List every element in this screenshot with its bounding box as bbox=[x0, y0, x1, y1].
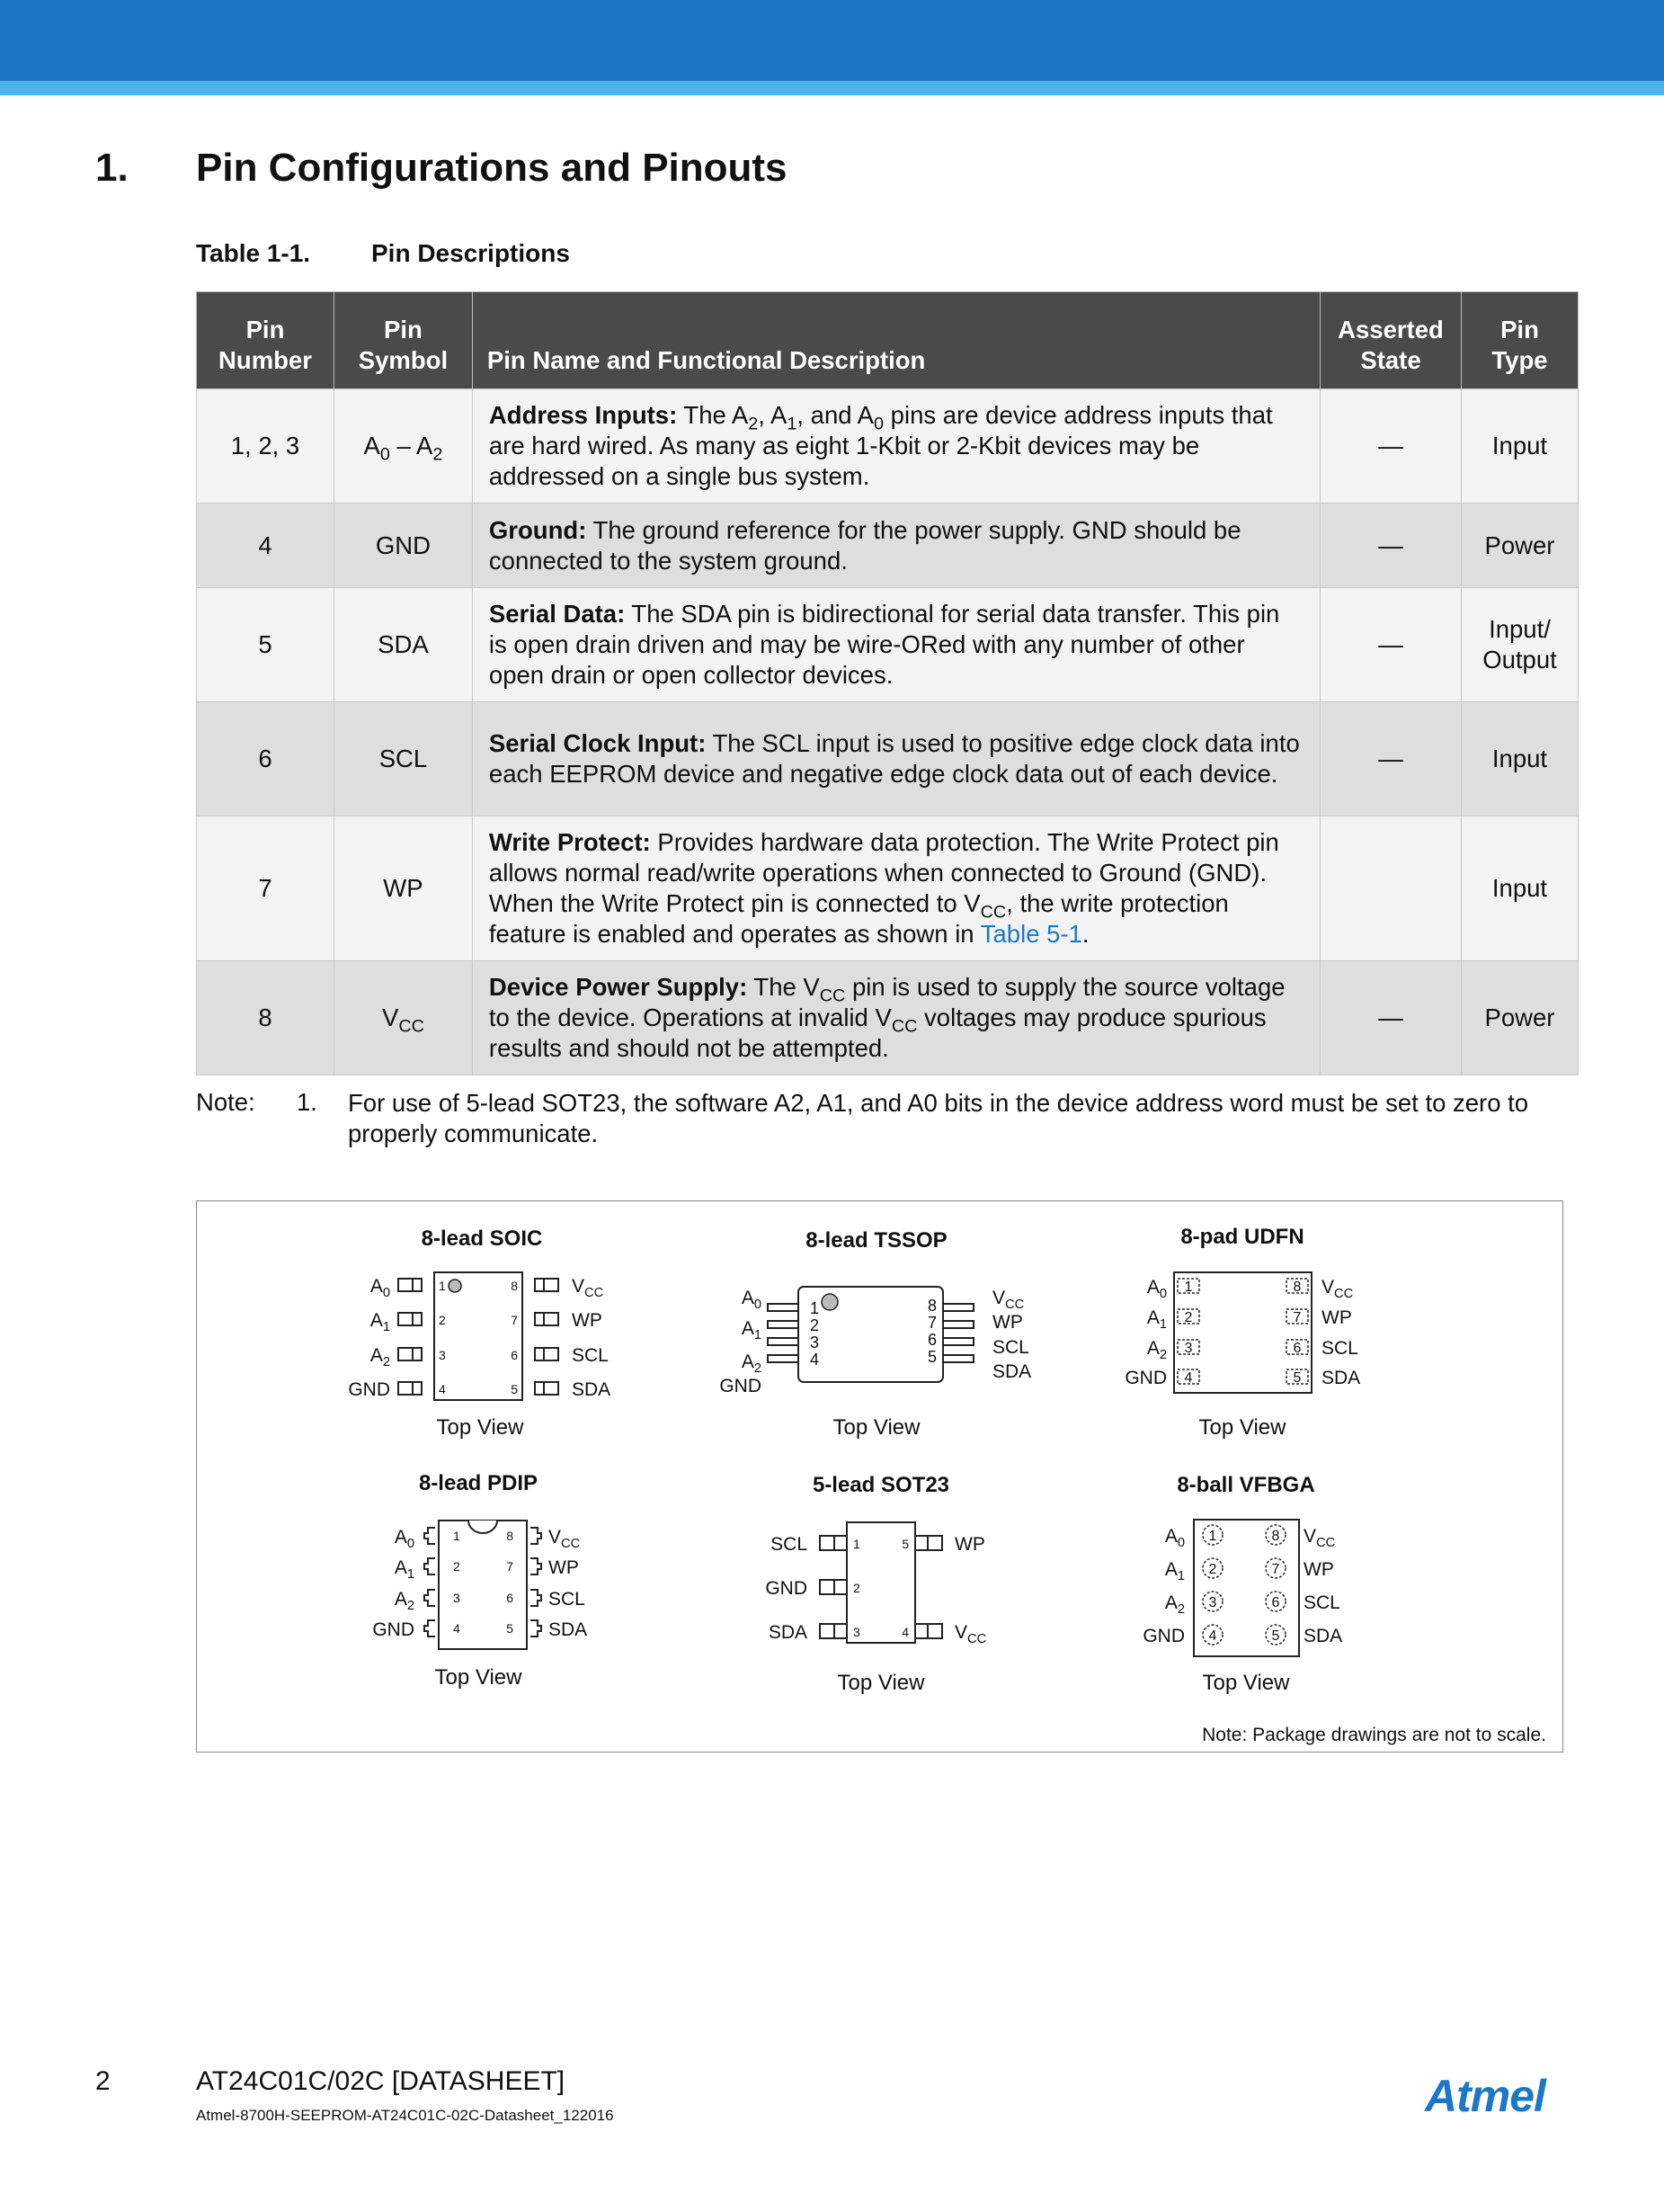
pin-number: 5 bbox=[506, 1621, 513, 1636]
tssop-pin bbox=[768, 1338, 798, 1345]
sot23-pin bbox=[915, 1536, 928, 1550]
pdip-pin bbox=[530, 1528, 541, 1544]
soic-pin bbox=[544, 1279, 558, 1291]
sot23-title: 5-lead SOT23 bbox=[812, 1473, 950, 1497]
pin-label: SDA bbox=[548, 1619, 588, 1640]
pin-number: 7 bbox=[1293, 1310, 1302, 1325]
pin-label: $A_0$ bbox=[741, 1288, 761, 1312]
soic-pin bbox=[398, 1348, 413, 1360]
soic-pin bbox=[413, 1313, 422, 1325]
pin-number-cell: 8 bbox=[197, 961, 334, 1075]
note-number: 1. bbox=[297, 1088, 317, 1116]
pin-label: GND bbox=[1143, 1626, 1185, 1646]
pin-number: 4 bbox=[1184, 1370, 1193, 1386]
scale-note: Note: Package drawings are not to scale. bbox=[1202, 1725, 1546, 1745]
pin-number: 4 bbox=[902, 1625, 909, 1639]
pin-number: 8 bbox=[511, 1279, 518, 1293]
pin-label: WP bbox=[572, 1310, 602, 1331]
top-view-caption: Top View bbox=[1198, 1415, 1286, 1440]
pin-number: 7 bbox=[506, 1559, 513, 1574]
pin-number: 8 bbox=[1293, 1280, 1302, 1295]
pin-label: SDA bbox=[1321, 1368, 1361, 1388]
pin-number: 3 bbox=[810, 1333, 820, 1351]
pin-label: WP bbox=[1321, 1307, 1352, 1328]
pin-number-cell: 4 bbox=[197, 504, 334, 588]
soic-pin bbox=[413, 1382, 422, 1395]
footer-title: AT24C01C/02C [DATASHEET] bbox=[196, 2066, 565, 2096]
pin-label: WP bbox=[548, 1557, 579, 1578]
pin-label: $V_{CC}$ bbox=[548, 1527, 581, 1551]
top-view-caption: Top View bbox=[1202, 1671, 1290, 1695]
pin-label: $A_0$ bbox=[394, 1527, 414, 1551]
pin-number: 2 bbox=[810, 1316, 820, 1334]
soic-pin bbox=[535, 1382, 544, 1395]
pin-label: WP bbox=[955, 1534, 985, 1555]
pin-number: 1 bbox=[1184, 1280, 1193, 1295]
soic-pin bbox=[535, 1313, 544, 1325]
pin-label: SCL bbox=[1304, 1592, 1340, 1613]
pdip-pin bbox=[530, 1558, 541, 1574]
pin-number: 7 bbox=[1271, 1562, 1280, 1577]
pin-number: 1 bbox=[453, 1529, 460, 1543]
pin-number: 1 bbox=[810, 1299, 820, 1317]
table-row bbox=[197, 504, 1579, 588]
pin-number: 7 bbox=[927, 1314, 937, 1332]
pin-label: $V_{CC}$ bbox=[1304, 1526, 1336, 1550]
pin-label: $A_0$ bbox=[1164, 1526, 1185, 1550]
pin-type-cell: Input bbox=[1461, 702, 1578, 816]
pin-number: 3 bbox=[1208, 1595, 1217, 1610]
pin-number-cell: 1, 2, 3 bbox=[197, 389, 334, 504]
vfbga-title: 8-ball VFBGA bbox=[1177, 1473, 1315, 1497]
pin-number: 6 bbox=[1271, 1595, 1280, 1610]
pin-number: 3 bbox=[439, 1348, 446, 1362]
description-cell: Device Power Supply: The $V_{CC}$ pin is used to supply the source voltage to the device. Operations at invalid $V_{CC}$ voltages may produce spurious results and should not be attempted. bbox=[472, 961, 1320, 1075]
pin-label: GND bbox=[348, 1379, 390, 1400]
footer-doc-id: Atmel-8700H-SEEPROM-AT24C01C-02C-Datasheet_122016 bbox=[196, 2107, 614, 2124]
soic-title: 8-lead SOIC bbox=[421, 1226, 543, 1251]
header-pin-type: Pin Type bbox=[1461, 292, 1578, 389]
pin-type-cell: Power bbox=[1461, 961, 1578, 1075]
asserted-state-cell: — bbox=[1321, 702, 1462, 816]
pin-number: 1 bbox=[1208, 1529, 1217, 1544]
pin-symbol-cell: SCL bbox=[334, 702, 472, 816]
pin-label: $V_{CC}$ bbox=[992, 1288, 1025, 1312]
pin-label: GND bbox=[372, 1619, 414, 1640]
pin-type-cell: Power bbox=[1461, 504, 1578, 588]
soic-pin bbox=[535, 1348, 544, 1360]
asserted-state-cell: — bbox=[1321, 389, 1462, 504]
header-pin-number: Pin Number bbox=[197, 292, 334, 389]
tssop-pin bbox=[943, 1304, 974, 1311]
pin-label: $V_{CC}$ bbox=[572, 1276, 604, 1300]
pin-number: 4 bbox=[453, 1621, 460, 1636]
sot23-pin bbox=[834, 1624, 847, 1638]
pin-label: SDA bbox=[992, 1361, 1032, 1382]
tssop-title: 8-lead TSSOP bbox=[805, 1228, 948, 1253]
asserted-state-cell bbox=[1321, 816, 1462, 961]
sot23-pin bbox=[834, 1536, 847, 1550]
sot23-pin bbox=[928, 1536, 942, 1550]
pin-number: 8 bbox=[506, 1529, 513, 1543]
pin-label: $A_0$ bbox=[369, 1276, 390, 1300]
pin-number: 3 bbox=[453, 1591, 460, 1605]
pin-descriptions-table bbox=[196, 291, 1579, 1075]
header-asserted-state: Asserted State bbox=[1321, 292, 1462, 389]
asserted-state-cell: — bbox=[1321, 961, 1462, 1075]
pin-label: SDA bbox=[572, 1379, 611, 1400]
atmel-logo: Atmel bbox=[1425, 2071, 1545, 2121]
pin-label: SDA bbox=[768, 1622, 807, 1643]
pin-number: 5 bbox=[1293, 1370, 1302, 1386]
pdip-title: 8-lead PDIP bbox=[418, 1471, 538, 1495]
pin-number: 8 bbox=[927, 1297, 937, 1315]
header-pin-symbol: Pin Symbol bbox=[334, 292, 472, 389]
table-row bbox=[197, 816, 1579, 961]
sot23-pin bbox=[820, 1624, 834, 1638]
asserted-state-cell: — bbox=[1321, 588, 1462, 702]
description-cell: Ground: The ground reference for the power supply. GND should be connected to the system ground. bbox=[472, 504, 1320, 588]
soic-pin bbox=[544, 1313, 558, 1325]
tssop-pin bbox=[768, 1321, 798, 1328]
pin-number-cell: 5 bbox=[197, 588, 334, 702]
pin-type-cell: Input/ Output bbox=[1461, 588, 1578, 702]
pin-number: 5 bbox=[511, 1382, 518, 1396]
pin-number: 5 bbox=[927, 1348, 937, 1366]
pdip-pin bbox=[424, 1620, 435, 1637]
footer-page-number: 2 bbox=[95, 2066, 111, 2096]
pin-number: 6 bbox=[506, 1591, 513, 1605]
description-cell: Serial Clock Input: The SCL input is used to positive edge clock data into each EEPROM device and negative edge clock data out of each device. bbox=[472, 702, 1320, 816]
table-number: Table 1-1. bbox=[196, 239, 311, 267]
description-cell: Address Inputs: The $A_2$, $A_1$, and $A_0$ pins are device address inputs that are hard wired. As many as eight 1-Kbit or 2-Kbit devices may be addressed on a single bus system. bbox=[472, 389, 1320, 504]
description-cell: Write Protect: Provides hardware data protection. The Write Protect pin allows normal read/write operations when connected to Ground (GND). When the Write Protect pin is connected to $V_{CC}$, the write protection feature is enabled and operates as shown in Table 5-1. bbox=[472, 816, 1320, 961]
pin-label: $A_0$ bbox=[1146, 1277, 1167, 1301]
pin-number-cell: 7 bbox=[197, 816, 334, 961]
tssop-pin bbox=[943, 1338, 974, 1345]
pin-type-cell: Input bbox=[1461, 816, 1578, 961]
table-5-1-link[interactable]: Table 5-1 bbox=[980, 920, 1082, 948]
pdip-pin bbox=[424, 1558, 435, 1574]
pin-label: $V_{CC}$ bbox=[1321, 1277, 1354, 1301]
note-label: Note: bbox=[196, 1088, 255, 1116]
pin-label: GND bbox=[765, 1578, 807, 1599]
pin-symbol-cell: GND bbox=[334, 504, 472, 588]
soic-body bbox=[434, 1272, 522, 1400]
pin-label: $A_2$ bbox=[1146, 1338, 1167, 1362]
header-stripe bbox=[0, 81, 1664, 95]
pin-label: SCL bbox=[1321, 1338, 1358, 1359]
top-view-caption: Top View bbox=[434, 1665, 522, 1690]
pin-number: 4 bbox=[439, 1382, 446, 1396]
soic-pin bbox=[398, 1313, 413, 1325]
pin-number: 3 bbox=[853, 1625, 860, 1639]
table-header-row bbox=[197, 292, 1579, 389]
header-bar bbox=[0, 0, 1664, 81]
pin-type-cell: Input bbox=[1461, 389, 1578, 504]
package-drawings bbox=[196, 1200, 1563, 1753]
pin-label: WP bbox=[1304, 1559, 1334, 1580]
pin-number: 2 bbox=[439, 1313, 446, 1327]
table-row bbox=[197, 961, 1579, 1075]
sot23-pin bbox=[915, 1624, 928, 1638]
pin-number: 4 bbox=[810, 1351, 820, 1369]
pin-label: SDA bbox=[1304, 1626, 1343, 1646]
pin-number: 1 bbox=[439, 1279, 446, 1293]
soic-pin bbox=[398, 1279, 413, 1291]
pin-label: $A_1$ bbox=[1164, 1559, 1185, 1583]
pin-number: 5 bbox=[1271, 1628, 1280, 1644]
note-text: For use of 5-lead SOT23, the software A2, A1, and A0 bits in the device address word must be set to zero to properly communicate. bbox=[348, 1089, 1529, 1147]
pin-label: $A_1$ bbox=[394, 1557, 414, 1582]
pin-number: 5 bbox=[902, 1537, 909, 1551]
pdip-pin bbox=[530, 1590, 541, 1606]
pin-label: SCL bbox=[770, 1534, 807, 1555]
pin-number: 8 bbox=[1271, 1529, 1280, 1544]
pin-label: SCL bbox=[548, 1589, 585, 1610]
pin-number: 7 bbox=[511, 1313, 518, 1327]
soic-pin bbox=[413, 1348, 422, 1360]
pin-label: $A_2$ bbox=[394, 1589, 414, 1613]
pin-label: $V_{CC}$ bbox=[955, 1622, 987, 1646]
pin-symbol-cell: $V_{CC}$ bbox=[334, 961, 472, 1075]
sot23-pin bbox=[834, 1580, 847, 1594]
pin-number: 2 bbox=[1184, 1310, 1193, 1325]
pin-number: 6 bbox=[1293, 1341, 1302, 1356]
soic-pin bbox=[398, 1382, 413, 1395]
table-row bbox=[197, 389, 1579, 504]
table-row bbox=[197, 588, 1579, 702]
pdip-pin bbox=[424, 1528, 435, 1544]
soic-pin bbox=[544, 1348, 558, 1360]
pin-number: 2 bbox=[853, 1581, 860, 1595]
pin-label: $A_2$ bbox=[369, 1345, 390, 1369]
sot23-pin bbox=[820, 1536, 834, 1550]
pin-label: $A_1$ bbox=[741, 1318, 761, 1342]
pin-number-cell: 6 bbox=[197, 702, 334, 816]
tssop-pin1-dot bbox=[822, 1294, 838, 1310]
pin-symbol-cell: $A_0 - A_2$ bbox=[334, 389, 472, 504]
pin-label: $A_2$ bbox=[741, 1351, 761, 1376]
pin-number: 2 bbox=[453, 1559, 460, 1574]
table-row bbox=[197, 702, 1579, 816]
pin-number: 3 bbox=[1184, 1341, 1193, 1356]
pin-label: GND bbox=[719, 1376, 761, 1396]
asserted-state-cell: — bbox=[1321, 504, 1462, 588]
top-view-caption: Top View bbox=[832, 1415, 921, 1440]
top-view-caption: Top View bbox=[837, 1671, 925, 1695]
description-cell: Serial Data: The SDA pin is bidirectional for serial data transfer. This pin is open drain driven and may be wire-ORed with any number of other open drain or open collector devices. bbox=[472, 588, 1320, 702]
tssop-pin bbox=[768, 1304, 798, 1311]
udfn-title: 8-pad UDFN bbox=[1180, 1225, 1304, 1249]
soic-pin1-dot bbox=[449, 1280, 461, 1292]
tssop-pin bbox=[943, 1321, 974, 1328]
pin-number: 2 bbox=[1208, 1562, 1217, 1577]
top-view-caption: Top View bbox=[436, 1415, 524, 1440]
pin-number: 6 bbox=[927, 1331, 937, 1349]
section-title: Pin Configurations and Pinouts bbox=[196, 146, 788, 190]
pdip-body bbox=[439, 1521, 527, 1649]
sot23-pin bbox=[928, 1624, 942, 1638]
soic-pin bbox=[535, 1279, 544, 1291]
sot23-pin bbox=[820, 1580, 834, 1594]
pin-symbol-cell: SDA bbox=[334, 588, 472, 702]
pin-number: 4 bbox=[1208, 1628, 1217, 1644]
pin-number: 1 bbox=[853, 1537, 860, 1551]
pin-label: $A_1$ bbox=[1146, 1307, 1167, 1332]
pin-label: WP bbox=[992, 1312, 1023, 1333]
tssop-body bbox=[798, 1287, 943, 1382]
pdip-pin bbox=[530, 1620, 541, 1637]
pin-symbol-cell: WP bbox=[334, 816, 472, 961]
pin-number: 6 bbox=[511, 1348, 518, 1362]
pin-label: $A_2$ bbox=[1164, 1592, 1185, 1617]
pin-label: SCL bbox=[572, 1345, 609, 1366]
pdip-pin bbox=[424, 1590, 435, 1606]
tssop-pin bbox=[943, 1355, 974, 1362]
soic-pin bbox=[413, 1279, 422, 1291]
pin-label: GND bbox=[1125, 1368, 1167, 1388]
pin-label: SCL bbox=[992, 1337, 1029, 1358]
table-title: Pin Descriptions bbox=[371, 239, 570, 267]
tssop-pin bbox=[768, 1355, 798, 1362]
header-description: Pin Name and Functional Description bbox=[472, 292, 1320, 389]
pin-label: $A_1$ bbox=[369, 1310, 390, 1334]
section-number: 1. bbox=[95, 146, 129, 190]
soic-pin bbox=[544, 1382, 558, 1395]
